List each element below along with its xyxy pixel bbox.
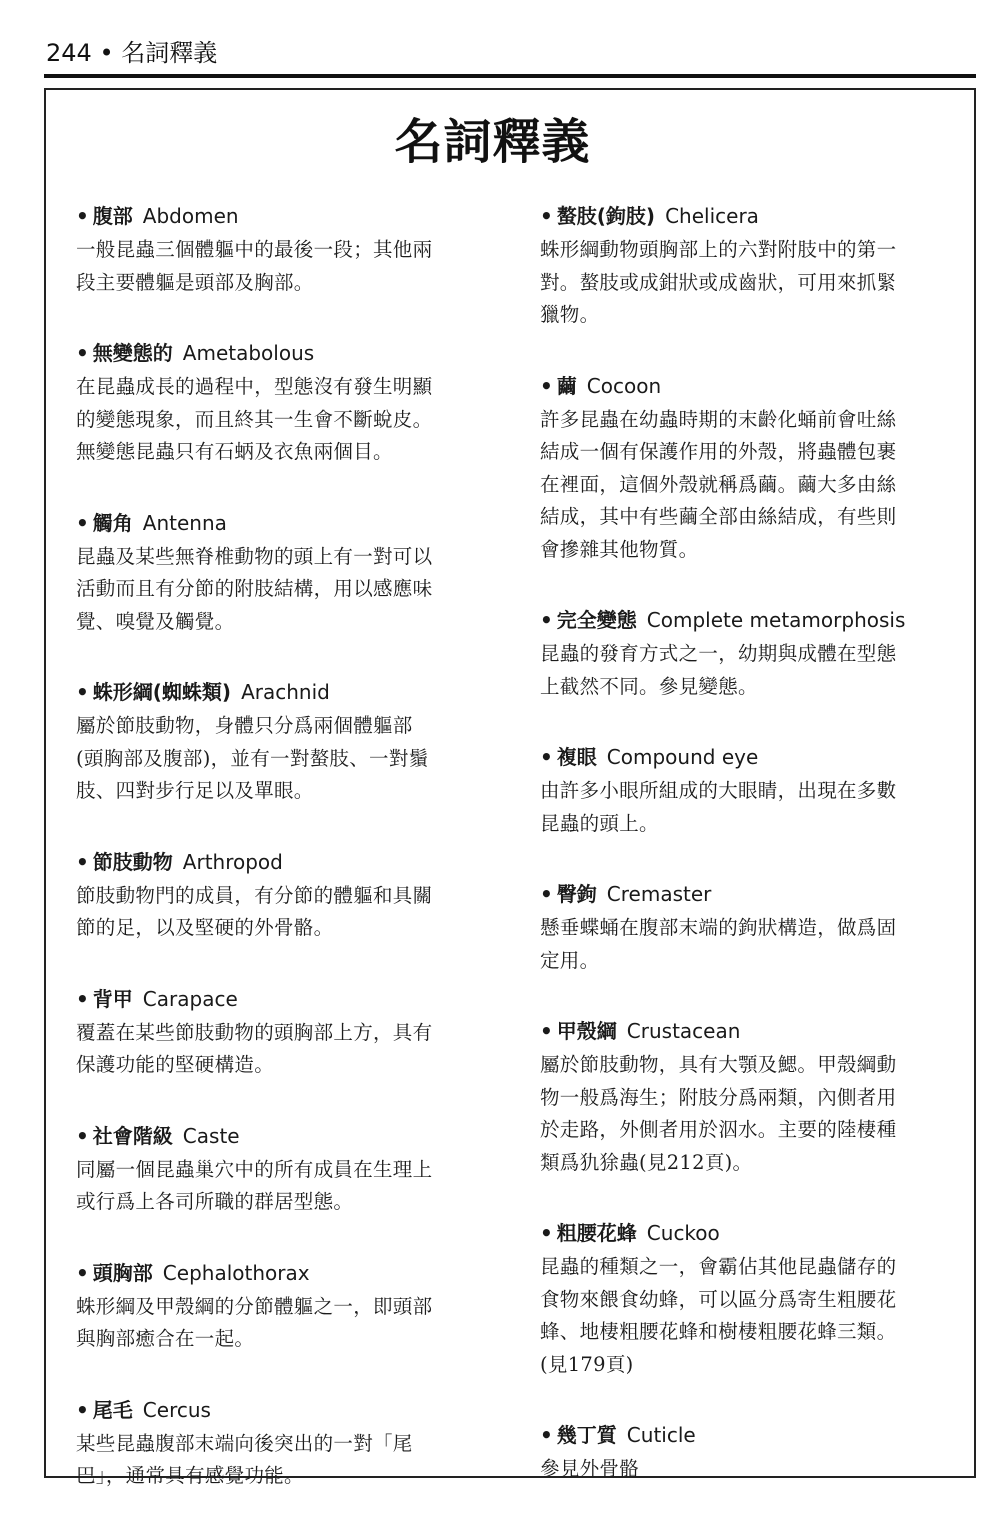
term-chinese: 社會階級 bbox=[92, 1123, 173, 1148]
term-english: Cuckoo bbox=[646, 1221, 720, 1245]
glossary-column-left bbox=[76, 202, 506, 1493]
glossary-term bbox=[76, 1259, 506, 1287]
glossary-column-right bbox=[540, 202, 968, 1486]
page-title: 名詞釋義 bbox=[394, 114, 591, 170]
term-chinese: 複眼 bbox=[556, 745, 597, 769]
definition-line: 在昆蟲成長的過程中，型態沒有發生明顯 bbox=[76, 375, 433, 398]
definition-line: 由許多小眼所組成的大眼睛，出現在多數 bbox=[540, 779, 897, 802]
definition-line: 懸垂蝶蛹在腹部末端的鉤狀構造，做爲固 bbox=[540, 916, 897, 939]
running-head: 244 • 名詞釋義 bbox=[46, 39, 218, 67]
glossary-term bbox=[540, 1017, 968, 1045]
definition-line: 的變態現象，而且終其一生會不斷蛻皮。 bbox=[76, 407, 433, 431]
glossary-term bbox=[540, 880, 968, 908]
bullet-icon: • bbox=[76, 341, 89, 365]
bullet-icon: • bbox=[76, 1397, 89, 1422]
glossary-term bbox=[540, 743, 968, 771]
bullet-icon: • bbox=[540, 204, 553, 228]
definition-line: 食物來餵食幼蜂，可以區分爲寄生粗腰花 bbox=[540, 1287, 897, 1311]
definition-line: 一般昆蟲三個體軀中的最後一段；其他兩 bbox=[76, 238, 433, 261]
definition-line: 在裡面，這個外殼就稱爲繭。繭大多由絲 bbox=[540, 472, 897, 496]
glossary-entry bbox=[76, 1259, 506, 1356]
glossary-entry bbox=[540, 1421, 968, 1486]
term-chinese: 觸角 bbox=[92, 510, 133, 535]
term-english: Cuticle bbox=[626, 1423, 696, 1447]
glossary-term bbox=[540, 1421, 968, 1449]
glossary-term bbox=[540, 606, 968, 634]
definition-line: 活動而且有分節的附肢結構，用以感應味 bbox=[76, 577, 433, 600]
term-chinese: 臀鉤 bbox=[556, 882, 597, 906]
term-chinese: 無變態的 bbox=[92, 341, 173, 365]
term-chinese: 螯肢(鉤肢) bbox=[556, 204, 656, 228]
bullet-icon: • bbox=[540, 882, 553, 906]
term-english: Chelicera bbox=[665, 204, 759, 228]
glossary-entry bbox=[540, 202, 968, 332]
term-english: Abdomen bbox=[142, 204, 239, 228]
glossary-term bbox=[76, 848, 506, 876]
term-chinese: 尾毛 bbox=[92, 1397, 133, 1422]
term-chinese: 幾丁質 bbox=[556, 1423, 617, 1447]
term-english: Cercus bbox=[142, 1397, 211, 1422]
bullet-icon: • bbox=[540, 373, 553, 398]
definition-line: 屬於節肢動物，身體只分爲兩個體軀部 bbox=[76, 714, 413, 737]
glossary-entry bbox=[76, 202, 506, 299]
bullet-icon: • bbox=[540, 1221, 553, 1245]
term-english: Crustacean bbox=[626, 1019, 741, 1043]
glossary-term bbox=[76, 1122, 506, 1150]
definition-line: 昆蟲的種類之一，會霸佔其他昆蟲儲存的 bbox=[540, 1255, 897, 1278]
glossary-entry bbox=[540, 372, 968, 567]
definition-line: 昆蟲及某些無脊椎動物的頭上有一對可以 bbox=[76, 544, 433, 568]
glossary-entry bbox=[76, 848, 506, 945]
term-chinese: 背甲 bbox=[92, 986, 133, 1011]
term-chinese: 完全變態 bbox=[556, 608, 637, 632]
definition-line: 節的足，以及堅硬的外骨骼。 bbox=[76, 916, 334, 939]
definition-line: 對。螯肢或成鉗狀或成齒狀，可用來抓緊 bbox=[540, 270, 897, 294]
term-english: Cocoon bbox=[586, 373, 662, 398]
glossary-term bbox=[76, 985, 506, 1013]
definition-line: (見179頁) bbox=[540, 1352, 634, 1376]
definition-line: 定用。 bbox=[540, 948, 600, 972]
term-english: Cremaster bbox=[606, 882, 712, 906]
glossary-entry bbox=[540, 1017, 968, 1179]
glossary-entry bbox=[540, 606, 968, 703]
definition-line: 節肢動物門的成員，有分節的體軀和具關 bbox=[76, 883, 433, 907]
definition-line: 同屬一個昆蟲巢穴中的所有成員在生理上 bbox=[76, 1157, 433, 1181]
glossary-term bbox=[76, 339, 506, 367]
term-english: Caste bbox=[182, 1123, 240, 1148]
bullet-icon: • bbox=[540, 745, 553, 769]
glossary-term bbox=[76, 1396, 506, 1424]
definition-line: 蛛形綱動物頭胸部上的六對附肢中的第一 bbox=[540, 238, 897, 261]
term-english: Carapace bbox=[142, 986, 238, 1011]
bullet-icon: • bbox=[76, 849, 89, 874]
header-rule bbox=[44, 74, 976, 78]
definition-line: 段主要體軀是頭部及胸部。 bbox=[76, 270, 314, 294]
glossary-entry bbox=[76, 509, 506, 639]
definition-line: 蜂、地棲粗腰花蜂和樹棲粗腰花蜂三類。 bbox=[540, 1320, 897, 1343]
term-english: Complete metamorphosis bbox=[646, 608, 906, 632]
bullet-icon: • bbox=[540, 1019, 553, 1043]
definition-line: 或行爲上各司所職的群居型態。 bbox=[76, 1190, 354, 1213]
definition-line: 覆蓋在某些節肢動物的頭胸部上方，具有 bbox=[76, 1020, 433, 1044]
definition-line: 覺、嗅覺及觸覺。 bbox=[76, 609, 235, 633]
glossary-entry bbox=[540, 743, 968, 840]
term-chinese: 頭胸部 bbox=[92, 1260, 153, 1285]
bullet-icon: • bbox=[76, 1123, 89, 1148]
term-english: Cephalothorax bbox=[162, 1260, 310, 1285]
term-chinese: 粗腰花蜂 bbox=[556, 1221, 637, 1245]
term-english: Arachnid bbox=[241, 680, 330, 704]
definition-line: 結成，其中有些繭全部由絲結成，有些則 bbox=[540, 505, 897, 528]
term-chinese: 甲殼綱 bbox=[556, 1019, 617, 1043]
glossary-entry bbox=[540, 1219, 968, 1381]
term-english: Arthropod bbox=[182, 849, 283, 874]
definition-line: 結成一個有保護作用的外殼，將蟲體包裹 bbox=[540, 440, 897, 463]
definition-line: 類爲犰狳蟲(見212頁)。 bbox=[540, 1150, 753, 1174]
glossary-term bbox=[76, 509, 506, 537]
bullet-icon: • bbox=[76, 680, 89, 704]
glossary-entry bbox=[76, 339, 506, 469]
definition-line: 蛛形綱及甲殼綱的分節體軀之一，即頭部 bbox=[76, 1294, 433, 1318]
definition-line: 屬於節肢動物，具有大顎及鰓。甲殼綱動 bbox=[540, 1053, 897, 1076]
glossary-term bbox=[76, 202, 506, 230]
definition-line: 肢、四對步行足以及單眼。 bbox=[76, 779, 314, 802]
bullet-icon: • bbox=[76, 204, 89, 228]
definition-line: 物一般爲海生；附肢分爲兩類，內側者用 bbox=[540, 1085, 897, 1109]
glossary-entry bbox=[540, 880, 968, 977]
definition-line: 無變態昆蟲只有石蛃及衣魚兩個目。 bbox=[76, 440, 393, 463]
definition-line: 巴」，通常具有感覺功能。 bbox=[76, 1464, 304, 1487]
glossary-term bbox=[540, 372, 968, 400]
definition-line: 昆蟲的頭上。 bbox=[540, 811, 659, 835]
bullet-icon: • bbox=[76, 510, 89, 535]
term-english: Antenna bbox=[142, 510, 227, 535]
definition-line: 與胸部癒合在一起。 bbox=[76, 1327, 255, 1350]
term-chinese: 節肢動物 bbox=[92, 849, 173, 874]
glossary-entry bbox=[76, 985, 506, 1082]
glossary-entry bbox=[76, 678, 506, 808]
glossary-term bbox=[540, 1219, 968, 1247]
term-chinese: 蛛形綱(蜘蛛類) bbox=[92, 680, 232, 704]
glossary-entry bbox=[76, 1396, 506, 1493]
bullet-icon: • bbox=[540, 1423, 553, 1447]
definition-line: 於走路，外側者用於泅水。主要的陸棲種 bbox=[540, 1118, 897, 1141]
bullet-icon: • bbox=[76, 986, 89, 1011]
glossary-entry bbox=[76, 1122, 506, 1219]
definition-line: 某些昆蟲腹部末端向後突出的一對「尾 bbox=[76, 1431, 413, 1455]
term-english: Compound eye bbox=[606, 745, 759, 769]
definition-line: 獵物。 bbox=[540, 303, 600, 326]
definition-line: 上截然不同。參見變態。 bbox=[540, 674, 758, 698]
definition-line: 會摻雜其他物質。 bbox=[540, 537, 699, 561]
term-chinese: 繭 bbox=[556, 373, 577, 398]
definition-line: 昆蟲的發育方式之一，幼期與成體在型態 bbox=[540, 642, 897, 665]
bullet-icon: • bbox=[540, 608, 553, 632]
glossary-term bbox=[540, 202, 968, 230]
bullet-icon: • bbox=[76, 1260, 89, 1285]
term-english: Ametabolous bbox=[182, 341, 315, 365]
glossary-term bbox=[76, 678, 506, 706]
definition-line: 參見外骨骼 bbox=[540, 1457, 640, 1480]
term-chinese: 腹部 bbox=[92, 204, 133, 228]
definition-line: 保護功能的堅硬構造。 bbox=[76, 1053, 275, 1076]
definition-line: (頭胸部及腹部)，並有一對螯肢、一對鬚 bbox=[76, 746, 429, 770]
definition-line: 許多昆蟲在幼蟲時期的末齡化蛹前會吐絲 bbox=[540, 407, 897, 431]
